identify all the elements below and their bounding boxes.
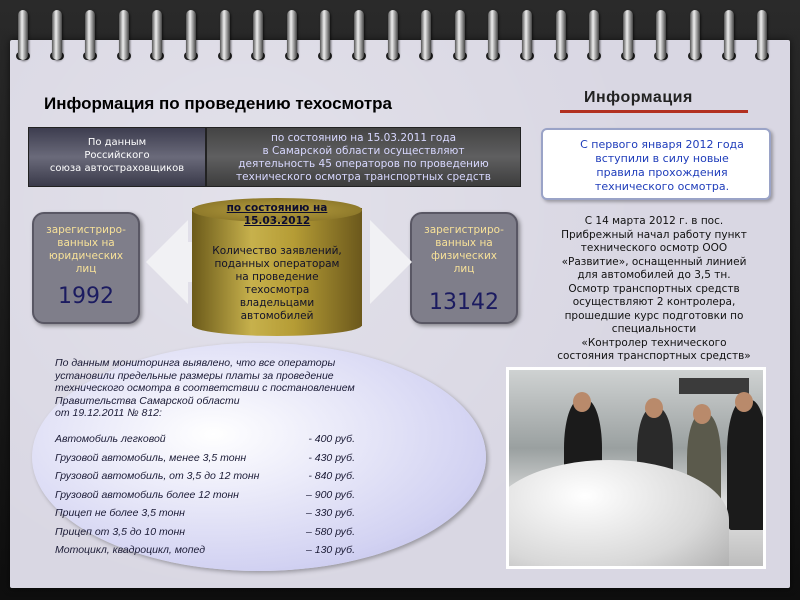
price-item-name: Грузовой автомобиль более 12 тонн <box>55 488 239 501</box>
individuals-label <box>412 224 516 276</box>
binder-ring <box>253 10 263 60</box>
info-line-text: С первого января 2012 года <box>580 138 744 151</box>
photo-head <box>693 404 711 424</box>
label-line: зарегистриро- <box>424 224 504 236</box>
price-item-value: - 430 руб. <box>308 451 355 464</box>
binder-ring <box>757 10 767 60</box>
operators-band <box>206 127 521 187</box>
source-line: союза автостраховщиков <box>49 163 185 174</box>
inspection-point-text <box>530 215 778 369</box>
cylinder-date <box>192 202 362 228</box>
cyl-line: на проведение <box>235 271 319 283</box>
operators-line: деятельность 45 операторов по проведению <box>238 158 489 170</box>
binder-ring <box>488 10 498 60</box>
cyl-line: поданных операторам <box>214 258 340 270</box>
text-line: состояния транспортных средств» <box>557 350 751 362</box>
text-line: прошедшие курс подготовки по <box>564 309 744 322</box>
label-line: юридических <box>48 250 124 262</box>
price-item-value: – 130 руб. <box>306 544 355 556</box>
price-item-value: – 900 руб. <box>306 488 355 501</box>
price-item-value: – 580 руб. <box>306 525 355 538</box>
binder-ring <box>623 10 633 60</box>
date-line: 15.03.2012 <box>243 215 311 227</box>
binder-ring <box>119 10 129 60</box>
binder-ring <box>354 10 364 60</box>
text-line: Осмотр транспортных средств <box>568 282 740 295</box>
cyl-line: автомобилей <box>240 310 314 322</box>
text-line: для автомобилей до 3,5 тн. <box>577 269 731 281</box>
cyl-line: владельцами <box>239 297 315 309</box>
individuals-count: 13142 <box>429 290 499 315</box>
cylinder-text <box>196 245 358 323</box>
label-line: ванных на <box>57 237 115 249</box>
cyl-line: Количество заявлений, <box>212 245 342 257</box>
left-arrow-icon <box>146 220 188 304</box>
binder-ring <box>320 10 330 60</box>
operators-line: технического осмотра транспортных средств <box>236 171 491 183</box>
binder-ring <box>287 10 297 60</box>
label-line: лиц <box>453 263 475 275</box>
binder-ring <box>556 10 566 60</box>
photo-head <box>573 392 591 412</box>
price-item-value: - 400 руб. <box>308 433 355 445</box>
operators-line: по состоянию на 15.03.2011 года <box>270 132 457 144</box>
info-line-text: правила прохождения <box>596 166 728 179</box>
cyl-line: техосмотра <box>244 284 310 296</box>
binder-ring <box>186 10 196 60</box>
intro-line: от 19.12.2011 № 812: <box>55 407 162 419</box>
price-item-name: Прицеп не более 3,5 тонн <box>55 507 185 519</box>
price-item-name: Грузовой автомобиль, от 3,5 до 12 тонн <box>55 470 260 482</box>
right-arrow-icon <box>370 220 412 304</box>
intro-line: технического осмотра в соответствии с постановлением <box>55 382 355 394</box>
binder-ring <box>152 10 162 60</box>
operators-line: в Самарской области осуществляют <box>262 145 465 157</box>
binder-ring <box>656 10 666 60</box>
label-line: лиц <box>75 263 97 275</box>
info-underline <box>560 110 748 113</box>
text-line: технического осмотр ООО <box>580 242 728 254</box>
price-item-name: Автомобиль легковой <box>55 433 166 445</box>
binder-rings <box>0 0 800 70</box>
photo-head <box>645 398 663 418</box>
text-line: Прибрежный начал работу пункт <box>561 228 747 241</box>
binder-ring <box>220 10 230 60</box>
label-line: ванных на <box>435 237 493 249</box>
legal-entities-count: 1992 <box>58 284 114 309</box>
text-line: «Контролер технического <box>581 336 727 349</box>
intro-line: установили предельные размеры платы за проведение <box>55 369 334 382</box>
binder-ring <box>421 10 431 60</box>
intro-line: Правительства Самарской области <box>55 394 240 407</box>
applications-cylinder <box>192 198 362 336</box>
price-item-value: - 840 руб. <box>308 470 355 482</box>
binder-ring <box>455 10 465 60</box>
source-line: По данным <box>87 137 147 148</box>
photo-head <box>735 392 753 412</box>
photo-sign <box>679 378 749 394</box>
photo-person <box>727 400 766 530</box>
text-line: специальности <box>611 323 697 335</box>
price-item-name: Грузовой автомобиль, менее 3,5 тонн <box>55 451 247 464</box>
legal-entities-label <box>34 224 138 276</box>
price-item-value: – 330 руб. <box>306 507 355 519</box>
binder-ring <box>589 10 599 60</box>
label-line: зарегистриро- <box>46 224 126 236</box>
info-box <box>541 128 771 200</box>
binder-ring <box>690 10 700 60</box>
legal-entities-box <box>32 212 140 324</box>
binder-ring <box>85 10 95 60</box>
inspection-photo <box>506 367 766 569</box>
info-line-text: технического осмотра. <box>594 180 730 193</box>
binder-ring <box>724 10 734 60</box>
binder-ring <box>18 10 28 60</box>
binder-ring <box>388 10 398 60</box>
text-line: «Развитие», оснащенный линией <box>561 255 747 268</box>
info-line-text: вступили в силу новые <box>595 152 729 165</box>
page-title: Информация по проведению техосмотра <box>44 94 393 113</box>
text-line: С 14 марта 2012 г. в пос. <box>584 215 724 227</box>
binder-ring <box>52 10 62 60</box>
binder-ring <box>522 10 532 60</box>
monitoring-intro <box>55 357 405 420</box>
label-line: физических <box>430 250 498 262</box>
date-line: по состоянию на <box>226 202 328 214</box>
source-line: Российского <box>84 150 150 161</box>
text-line: осуществляют 2 контролера, <box>572 296 736 308</box>
intro-line: По данным мониторинга выявлено, что все операторы <box>55 357 336 369</box>
individuals-box <box>410 212 518 324</box>
source-band <box>28 127 206 187</box>
price-item-name: Мотоцикл, квадроцикл, мопед <box>55 544 206 556</box>
info-heading: Информация <box>584 89 693 106</box>
price-item-name: Прицеп от 3,5 до 10 тонн <box>55 525 186 538</box>
